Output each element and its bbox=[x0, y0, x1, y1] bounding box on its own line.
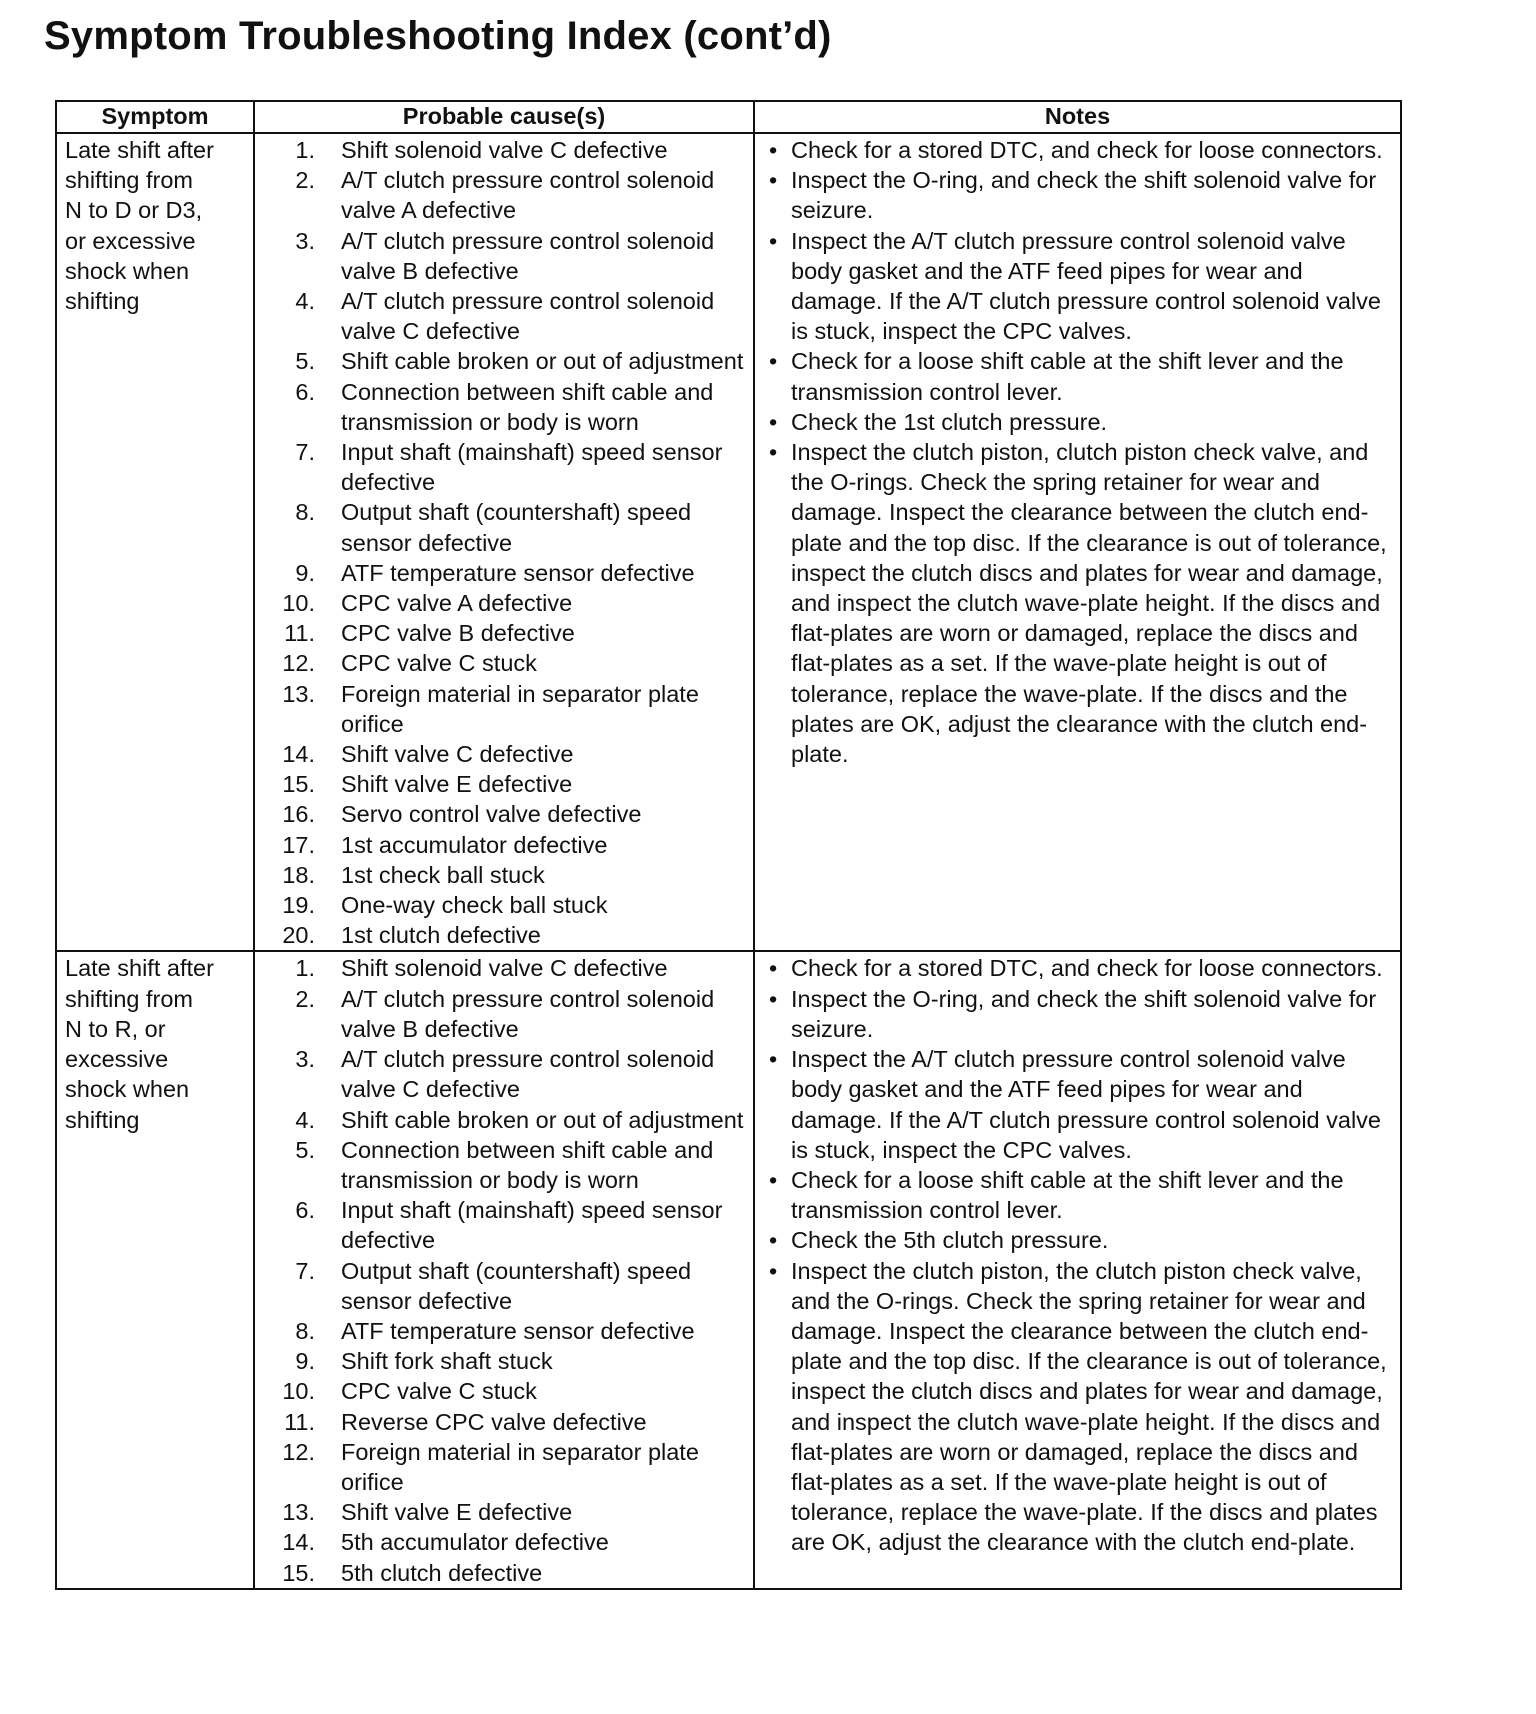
bullet-icon: • bbox=[769, 408, 778, 435]
note-text: Check for a stored DTC, and check for loose connectors. bbox=[791, 955, 1383, 982]
cause-item bbox=[255, 286, 747, 346]
cause-number: 5. bbox=[295, 348, 315, 375]
cause-number: 13. bbox=[282, 680, 315, 707]
cause-item bbox=[255, 920, 747, 950]
cause-item bbox=[255, 377, 747, 437]
cause-number: 2. bbox=[295, 985, 315, 1012]
cause-item bbox=[255, 1316, 747, 1346]
cause-text: Input shaft (mainshaft) speed sensor defective bbox=[341, 1197, 723, 1254]
cause-number: 15. bbox=[282, 1559, 315, 1586]
cause-item bbox=[255, 830, 747, 860]
cause-number: 7. bbox=[295, 1257, 315, 1284]
cause-item bbox=[255, 1527, 747, 1557]
cause-number: 1. bbox=[295, 137, 315, 163]
cause-number: 16. bbox=[282, 801, 315, 828]
cause-item bbox=[255, 1558, 747, 1588]
cause-text: 5th accumulator defective bbox=[341, 1529, 609, 1556]
cause-text: Shift valve E defective bbox=[341, 1499, 573, 1526]
cause-number: 6. bbox=[295, 378, 315, 405]
notes-list bbox=[755, 134, 1400, 769]
note-item bbox=[769, 1165, 1392, 1225]
note-item bbox=[769, 226, 1392, 347]
cause-number: 3. bbox=[295, 1046, 315, 1073]
cause-number: 17. bbox=[282, 831, 315, 858]
cause-text: Output shaft (countershaft) speed sensor defective bbox=[341, 1257, 692, 1314]
causes-cell bbox=[254, 951, 754, 1588]
note-text: Inspect the O-ring, and check the shift solenoid valve for seizure. bbox=[791, 985, 1377, 1042]
bullet-icon: • bbox=[769, 167, 778, 194]
cause-item bbox=[255, 739, 747, 769]
symptom-cell bbox=[56, 133, 254, 951]
table-row bbox=[56, 133, 1401, 951]
cause-item bbox=[255, 1407, 747, 1437]
cause-text: 1st check ball stuck bbox=[341, 861, 545, 888]
note-text: Check the 1st clutch pressure. bbox=[791, 408, 1108, 435]
cause-text: Connection between shift cable and transmission or body is worn bbox=[341, 1136, 714, 1193]
cause-item bbox=[255, 1497, 747, 1527]
note-item bbox=[769, 407, 1392, 437]
note-text: Inspect the clutch piston, the clutch piston check valve, and the O-rings. Check the spring retainer for wear and damage. Inspect the clearance between the clutch end-plate and the top disc. If the clearance is out of tolerance, inspect the clutch discs and plates for wear and damage, and inspect the clutch wave-plate height. If the discs and flat-plates are worn or damaged, replace the discs and flat-plates as a set. If the wave-plate height is out of tolerance, replace the wave-plate. If the discs and plates are OK, adjust the clearance with the clutch end-plate. bbox=[791, 1257, 1387, 1556]
note-item bbox=[769, 1256, 1392, 1558]
cause-text: CPC valve A defective bbox=[341, 590, 573, 617]
cause-list bbox=[255, 952, 753, 1587]
cause-text: Shift fork shaft stuck bbox=[341, 1348, 553, 1375]
cause-text: 5th clutch defective bbox=[341, 1559, 543, 1586]
cause-number: 11. bbox=[284, 1408, 315, 1435]
symptom-cell bbox=[56, 951, 254, 1588]
note-item bbox=[769, 346, 1392, 406]
cause-text: A/T clutch pressure control solenoid valve B defective bbox=[341, 985, 715, 1042]
cause-item bbox=[255, 679, 747, 739]
cause-number: 12. bbox=[282, 1438, 315, 1465]
cause-number: 9. bbox=[295, 1348, 315, 1375]
note-item bbox=[769, 953, 1392, 983]
cause-item bbox=[255, 1346, 747, 1376]
cause-number: 4. bbox=[295, 288, 315, 315]
bullet-icon: • bbox=[769, 439, 778, 466]
note-text: Inspect the O-ring, and check the shift solenoid valve for seizure. bbox=[791, 167, 1377, 224]
bullet-icon: • bbox=[769, 137, 778, 163]
table-header-row bbox=[56, 101, 1401, 133]
cause-text: A/T clutch pressure control solenoid valve B defective bbox=[341, 227, 715, 284]
cause-text: Reverse CPC valve defective bbox=[341, 1408, 647, 1435]
cause-text: Connection between shift cable and transmission or body is worn bbox=[341, 378, 714, 435]
cause-number: 14. bbox=[282, 1529, 315, 1556]
cause-text: Servo control valve defective bbox=[341, 801, 642, 828]
cause-number: 7. bbox=[295, 439, 315, 466]
cause-text: CPC valve C stuck bbox=[341, 1378, 537, 1405]
cause-item bbox=[255, 1135, 747, 1195]
cause-number: 20. bbox=[282, 922, 315, 949]
cause-number: 3. bbox=[295, 227, 315, 254]
cause-text: A/T clutch pressure control solenoid valve C defective bbox=[341, 288, 715, 345]
symptom-column-header: Symptom bbox=[56, 101, 254, 133]
cause-item bbox=[255, 769, 747, 799]
cause-number: 6. bbox=[295, 1197, 315, 1224]
cause-text: ATF temperature sensor defective bbox=[341, 1317, 695, 1344]
note-item bbox=[769, 1225, 1392, 1255]
page-title: Symptom Troubleshooting Index (cont’d) bbox=[44, 14, 832, 58]
note-text: Check for a loose shift cable at the shift lever and the transmission control lever. bbox=[791, 348, 1344, 405]
cause-item bbox=[255, 618, 747, 648]
cause-number: 13. bbox=[282, 1499, 315, 1526]
cause-item bbox=[255, 1437, 747, 1497]
cause-number: 4. bbox=[295, 1106, 315, 1133]
cause-number: 2. bbox=[295, 167, 315, 194]
note-text: Inspect the clutch piston, clutch piston check valve, and the O-rings. Check the spring retainer for wear and damage. Inspect the clearance between the clutch end-plate and the top disc. If the clearance is out of tolerance, inspect the clutch discs and plates for wear and damage, and inspect the clutch wave-plate height. If the discs and flat-plates are worn or damaged, replace the discs and flat-plates as a set. If the wave-plate height is out of tolerance, replace the wave-plate. If the discs and the plates are OK, adjust the clearance with the clutch end-plate. bbox=[791, 439, 1387, 768]
cause-item bbox=[255, 648, 747, 678]
bullet-icon: • bbox=[769, 1257, 778, 1284]
cause-number: 18. bbox=[282, 861, 315, 888]
notes-column-header: Notes bbox=[754, 101, 1401, 133]
note-item bbox=[769, 135, 1392, 165]
cause-number: 8. bbox=[295, 499, 315, 526]
cause-number: 9. bbox=[295, 559, 315, 586]
bullet-icon: • bbox=[769, 955, 778, 982]
cause-number: 10. bbox=[282, 590, 315, 617]
cause-text: 1st clutch defective bbox=[341, 922, 541, 949]
cause-item bbox=[255, 437, 747, 497]
cause-number: 1. bbox=[295, 955, 315, 982]
cause-text: Foreign material in separator plate orifice bbox=[341, 1438, 699, 1495]
cause-text: Shift valve C defective bbox=[341, 741, 574, 768]
cause-item bbox=[255, 558, 747, 588]
note-item bbox=[769, 165, 1392, 225]
cause-item bbox=[255, 860, 747, 890]
cause-item bbox=[255, 1376, 747, 1406]
cause-text: CPC valve C stuck bbox=[341, 650, 537, 677]
cause-text: Shift cable broken or out of adjustment bbox=[341, 348, 744, 375]
cause-text: ATF temperature sensor defective bbox=[341, 559, 695, 586]
bullet-icon: • bbox=[769, 1227, 778, 1254]
cause-number: 14. bbox=[282, 741, 315, 768]
note-item bbox=[769, 1044, 1392, 1165]
bullet-icon: • bbox=[769, 348, 778, 375]
bullet-icon: • bbox=[769, 227, 778, 254]
cause-item bbox=[255, 346, 747, 376]
cause-number: 8. bbox=[295, 1317, 315, 1344]
cause-item bbox=[255, 1105, 747, 1135]
cause-item bbox=[255, 165, 747, 225]
cause-number: 19. bbox=[282, 892, 315, 919]
cause-text: Shift solenoid valve C defective bbox=[341, 955, 668, 982]
cause-text: Shift valve E defective bbox=[341, 771, 573, 798]
cause-item bbox=[255, 588, 747, 618]
cause-column-header: Probable cause(s) bbox=[254, 101, 754, 133]
notes-cell bbox=[754, 951, 1401, 1588]
cause-text: A/T clutch pressure control solenoid valve A defective bbox=[341, 167, 715, 224]
cause-list bbox=[255, 134, 753, 950]
note-item bbox=[769, 984, 1392, 1044]
cause-number: 10. bbox=[282, 1378, 315, 1405]
causes-cell bbox=[254, 133, 754, 951]
cause-text: Foreign material in separator plate orifice bbox=[341, 680, 699, 737]
note-text: Inspect the A/T clutch pressure control solenoid valve body gasket and the ATF feed pipes for wear and damage. If the A/T clutch pressure control solenoid valve is stuck, inspect the CPC valves. bbox=[791, 227, 1382, 345]
cause-number: 15. bbox=[282, 771, 315, 798]
note-item bbox=[769, 437, 1392, 769]
cause-text: A/T clutch pressure control solenoid valve C defective bbox=[341, 1046, 715, 1103]
cause-item bbox=[255, 1256, 747, 1316]
note-text: Check for a stored DTC, and check for loose connectors. bbox=[791, 137, 1383, 163]
table-row bbox=[56, 951, 1401, 1588]
note-text: Check the 5th clutch pressure. bbox=[791, 1227, 1109, 1254]
cause-number: 5. bbox=[295, 1136, 315, 1163]
cause-number: 12. bbox=[282, 650, 315, 677]
bullet-icon: • bbox=[769, 1046, 778, 1073]
cause-text: CPC valve B defective bbox=[341, 620, 575, 647]
cause-text: 1st accumulator defective bbox=[341, 831, 608, 858]
cause-item bbox=[255, 799, 747, 829]
cause-item bbox=[255, 890, 747, 920]
cause-text: Input shaft (mainshaft) speed sensor defective bbox=[341, 439, 723, 496]
cause-item bbox=[255, 1044, 747, 1104]
note-text: Inspect the A/T clutch pressure control solenoid valve body gasket and the ATF feed pipes for wear and damage. If the A/T clutch pressure control solenoid valve is stuck, inspect the CPC valves. bbox=[791, 1046, 1382, 1163]
note-text: Check for a loose shift cable at the shift lever and the transmission control lever. bbox=[791, 1166, 1344, 1224]
cause-number: 11. bbox=[284, 620, 315, 647]
cause-item bbox=[255, 226, 747, 286]
symptom-text: Late shift after shifting from N to D or D3, or excessive shock when shifting bbox=[65, 137, 214, 315]
cause-text: Output shaft (countershaft) speed sensor defective bbox=[341, 499, 692, 556]
troubleshooting-table bbox=[55, 100, 1402, 1590]
cause-item bbox=[255, 953, 747, 983]
bullet-icon: • bbox=[769, 985, 778, 1012]
cause-text: Shift cable broken or out of adjustment bbox=[341, 1106, 744, 1133]
symptom-text: Late shift after shifting from N to R, or excessive shock when shifting bbox=[65, 955, 214, 1133]
cause-item bbox=[255, 135, 747, 165]
notes-cell bbox=[754, 133, 1401, 951]
cause-item bbox=[255, 497, 747, 557]
cause-item bbox=[255, 1195, 747, 1255]
cause-text: Shift solenoid valve C defective bbox=[341, 137, 668, 163]
cause-text: One-way check ball stuck bbox=[341, 892, 608, 919]
bullet-icon: • bbox=[769, 1166, 778, 1193]
cause-item bbox=[255, 984, 747, 1044]
notes-list bbox=[755, 952, 1400, 1557]
